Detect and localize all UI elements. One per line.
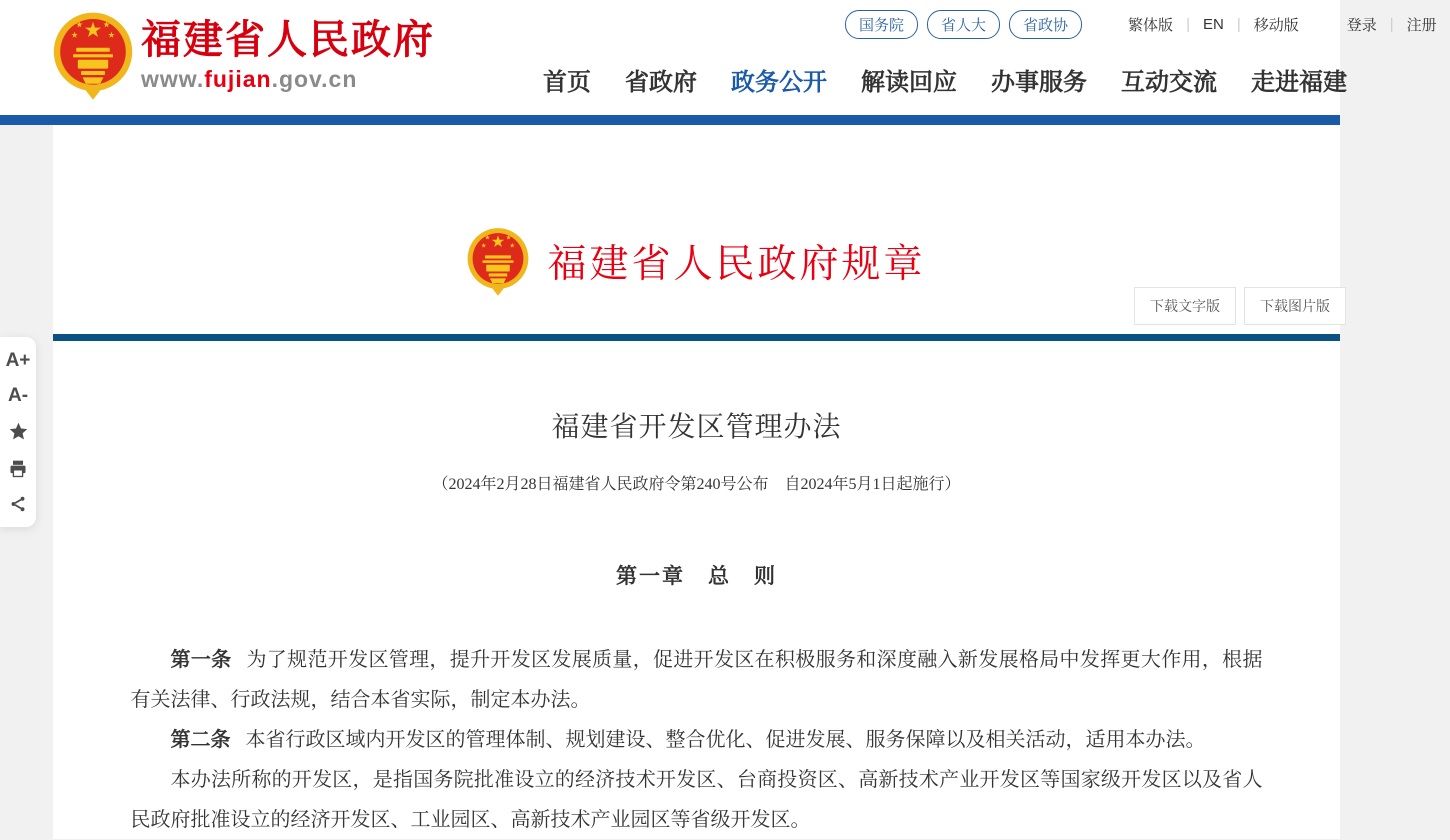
document-title: 福建省开发区管理办法	[551, 412, 842, 443]
site-url-suffix: .gov.cn	[271, 65, 358, 92]
content-divider	[53, 334, 1340, 341]
document-subtitle: （2024年2月28日福建省人民政府令第240号公布 自2024年5月1日起施行）	[432, 476, 961, 493]
article-paragraph	[131, 640, 1263, 720]
register-link[interactable]: 注册	[1406, 17, 1437, 34]
article-body	[131, 640, 1263, 840]
share-icon	[9, 495, 27, 513]
logo-text	[141, 18, 435, 93]
site-name: 福建省人民政府	[141, 16, 435, 62]
header-divider-bar	[0, 115, 1340, 125]
article-text: 为了规范开发区管理，提升开发区发展质量，促进开发区在积极服务和深度融入新发展格局中发挥更大作用，根据有关法律、行政法规，结合本省实际，制定本办法。	[130, 649, 1263, 711]
link-provincial-cppcc[interactable]: 省政协	[1009, 10, 1082, 39]
auth-links	[1334, 14, 1450, 35]
site-header	[0, 0, 1437, 115]
utility-links	[1115, 14, 1312, 35]
top-links	[845, 10, 1450, 39]
printer-icon	[8, 459, 28, 479]
banner-title: 福建省人民政府规章	[547, 243, 926, 286]
nav-about-fujian[interactable]: 走进福建	[1251, 69, 1347, 96]
article-text: 本办法所称的开发区，是指国务院批准设立的经济技术开发区、台商投资区、高新技术产业开发区等国家级开发区以及省人民政府批准设立的经济开发区、工业园区、高新技术产业园区等省级开发区。	[130, 769, 1263, 831]
site-logo[interactable]	[53, 6, 435, 104]
font-increase-button[interactable]: A+	[5, 350, 31, 372]
favorite-button[interactable]	[8, 421, 29, 442]
nav-services[interactable]: 办事服务	[991, 69, 1087, 96]
national-emblem-icon	[53, 6, 133, 104]
article-paragraph	[131, 760, 1263, 840]
regulation-article	[53, 341, 1340, 840]
login-link[interactable]: 登录	[1346, 17, 1377, 34]
nav-provincial-government[interactable]: 省政府	[625, 69, 697, 96]
article-paragraph	[131, 720, 1263, 760]
nav-government-affairs[interactable]: 政务公开	[731, 69, 827, 96]
article-number: 第二条	[170, 729, 231, 751]
download-image-button[interactable]: 下载图片版	[1244, 287, 1346, 325]
site-url-prefix: www.	[141, 65, 205, 92]
main-nav	[543, 62, 1347, 97]
site-url	[141, 66, 435, 93]
separator: |	[1236, 16, 1241, 33]
link-english[interactable]: EN	[1202, 16, 1224, 33]
link-provincial-congress[interactable]: 省人大	[927, 10, 1000, 39]
accessibility-toolbar	[0, 337, 36, 527]
separator: |	[1389, 16, 1394, 33]
print-button[interactable]	[8, 459, 28, 479]
separator: |	[1186, 16, 1190, 33]
content-panel	[53, 125, 1340, 839]
link-state-council[interactable]: 国务院	[845, 10, 918, 39]
link-traditional-chinese[interactable]: 繁体版	[1128, 17, 1174, 34]
chapter-heading: 第一章 总 则	[616, 565, 777, 588]
article-text: 本省行政区域内开发区的管理体制、规划建设、整合优化、促进发展、服务保障以及相关活动，适用本办法。	[245, 729, 1206, 751]
font-decrease-button[interactable]: A-	[7, 385, 29, 407]
download-actions	[1134, 287, 1346, 325]
national-emblem-icon	[467, 223, 529, 299]
nav-interpretation[interactable]: 解读回应	[861, 69, 957, 96]
link-mobile[interactable]: 移动版	[1253, 17, 1299, 34]
nav-interaction[interactable]: 互动交流	[1121, 69, 1217, 96]
share-button[interactable]	[9, 495, 27, 513]
article-number: 第一条	[170, 649, 232, 671]
site-url-domain: fujian	[204, 65, 272, 92]
nav-home[interactable]: 首页	[543, 69, 591, 96]
star-icon	[8, 421, 29, 442]
download-text-button[interactable]: 下载文字版	[1134, 287, 1236, 325]
